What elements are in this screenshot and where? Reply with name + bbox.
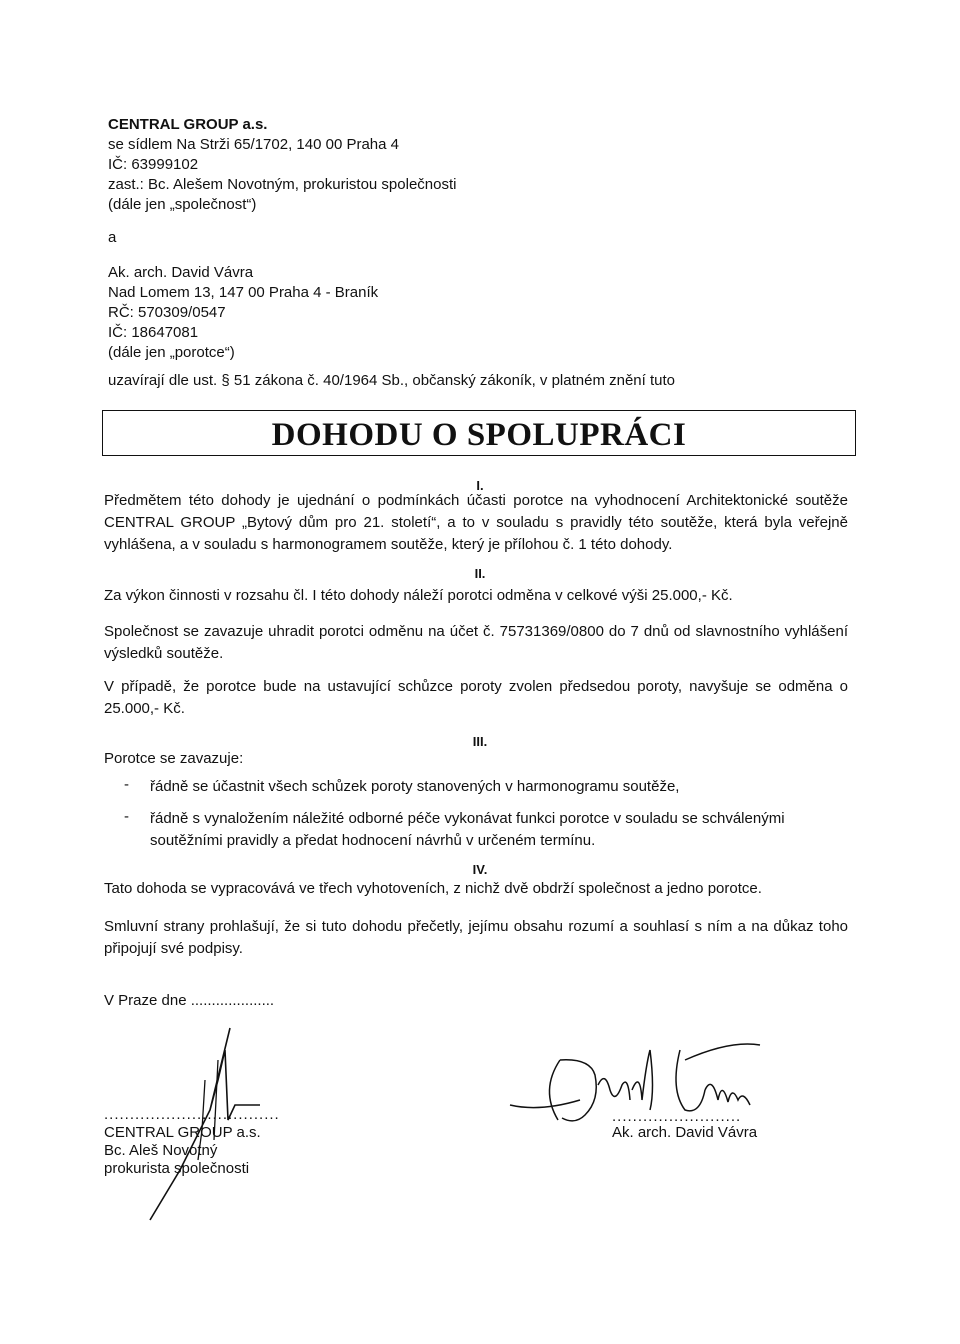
section-4-numeral: IV. [472, 862, 488, 877]
signature-left-line1: CENTRAL GROUP a.s. [104, 1124, 261, 1141]
section-4-p1: Tato dohoda se vypracovává ve třech vyhotoveních, z nichž dvě obdrží společnost a jedno porotce. [104, 880, 762, 897]
section-3-lead: Porotce se zavazuje: [104, 750, 244, 767]
intro-text: uzavírají dle ust. § 51 zákona č. 40/1964 Sb., občanský zákoník, v platném znění tuto [108, 372, 676, 389]
document-title: DOHODU O SPOLUPRÁCI [271, 417, 687, 453]
section-1-text: Předmětem této dohody je ujednání o podmínkách účasti porotce na vyhodnocení Architektonické soutěže CENTRAL GROUP „Bytový dům pro 21. století“, a to v souladu s pravidly této soutěže, která byla veřejně vyhlášena, a v souladu s harmonogramem soutěže, který je přílohou č. 1 této dohody. [104, 492, 848, 553]
party2-name: Ak. arch. David Vávra [108, 264, 254, 281]
section-2-numeral: II. [474, 566, 486, 581]
party2-address: Nad Lomem 13, 147 00 Praha 4 - Braník [108, 284, 379, 301]
party1-alias: (dále jen „společnost“) [108, 196, 257, 213]
party2-alias: (dále jen „porotce“) [108, 344, 235, 361]
party2-ico: IČ: 18647081 [108, 324, 199, 341]
section-2-p1: Za výkon činnosti v rozsahu čl. I této dohody náleží porotci odměna v celkové výši 25.000,- Kč. [104, 587, 733, 604]
signature-left-line3: prokurista společnosti [104, 1160, 250, 1177]
section-2-p2: Společnost se zavazuje uhradit porotci odměnu na účet č. 75731369/0800 do 7 dnů od slavnostního vyhlášení výsledků soutěže. [104, 623, 848, 662]
party2-rc: RČ: 570309/0547 [108, 304, 226, 321]
place-date: V Praze dne .................... [104, 992, 275, 1009]
section-2-p3: V případě, že porotce bude na ustavující schůzce poroty zvolen předsedou poroty, navyšuje se odměna o 25.000,- Kč. [104, 678, 848, 717]
signature-right-line1: Ak. arch. David Vávra [612, 1124, 758, 1141]
section-1-numeral: I. [476, 478, 484, 493]
section-3-numeral: III. [472, 734, 488, 749]
section-4-p2: Smluvní strany prohlašují, že si tuto dohodu přečetly, jejímu obsahu rozumí a souhlasí s ním a na důkaz toho připojují své podpisy. [104, 918, 848, 957]
signature-right-dots: ......................... [612, 1108, 742, 1125]
signature-left-dots: .................................. [104, 1106, 280, 1123]
signature-left-line2: Bc. Aleš Novotný [104, 1142, 218, 1159]
list-item: řádně s vynaložením náležité odborné péče vykonávat funkci porotce v souladu se schválenými soutěžními pravidly a předat hodnocení návrhů v určeném termínu. [150, 810, 785, 849]
party1-address: se sídlem Na Strži 65/1702, 140 00 Praha 4 [108, 136, 400, 153]
bullet-dash: - [124, 808, 129, 825]
title-box [102, 410, 856, 456]
conjunction: a [108, 229, 117, 246]
party1-name: CENTRAL GROUP a.s. [108, 116, 268, 133]
list-item: řádně se účastnit všech schůzek poroty stanovených v harmonogramu soutěže, [150, 778, 680, 795]
party1-rep: zast.: Bc. Alešem Novotným, prokuristou společnosti [108, 176, 457, 193]
bullet-dash: - [124, 776, 129, 793]
party1-ico: IČ: 63999102 [108, 156, 199, 173]
